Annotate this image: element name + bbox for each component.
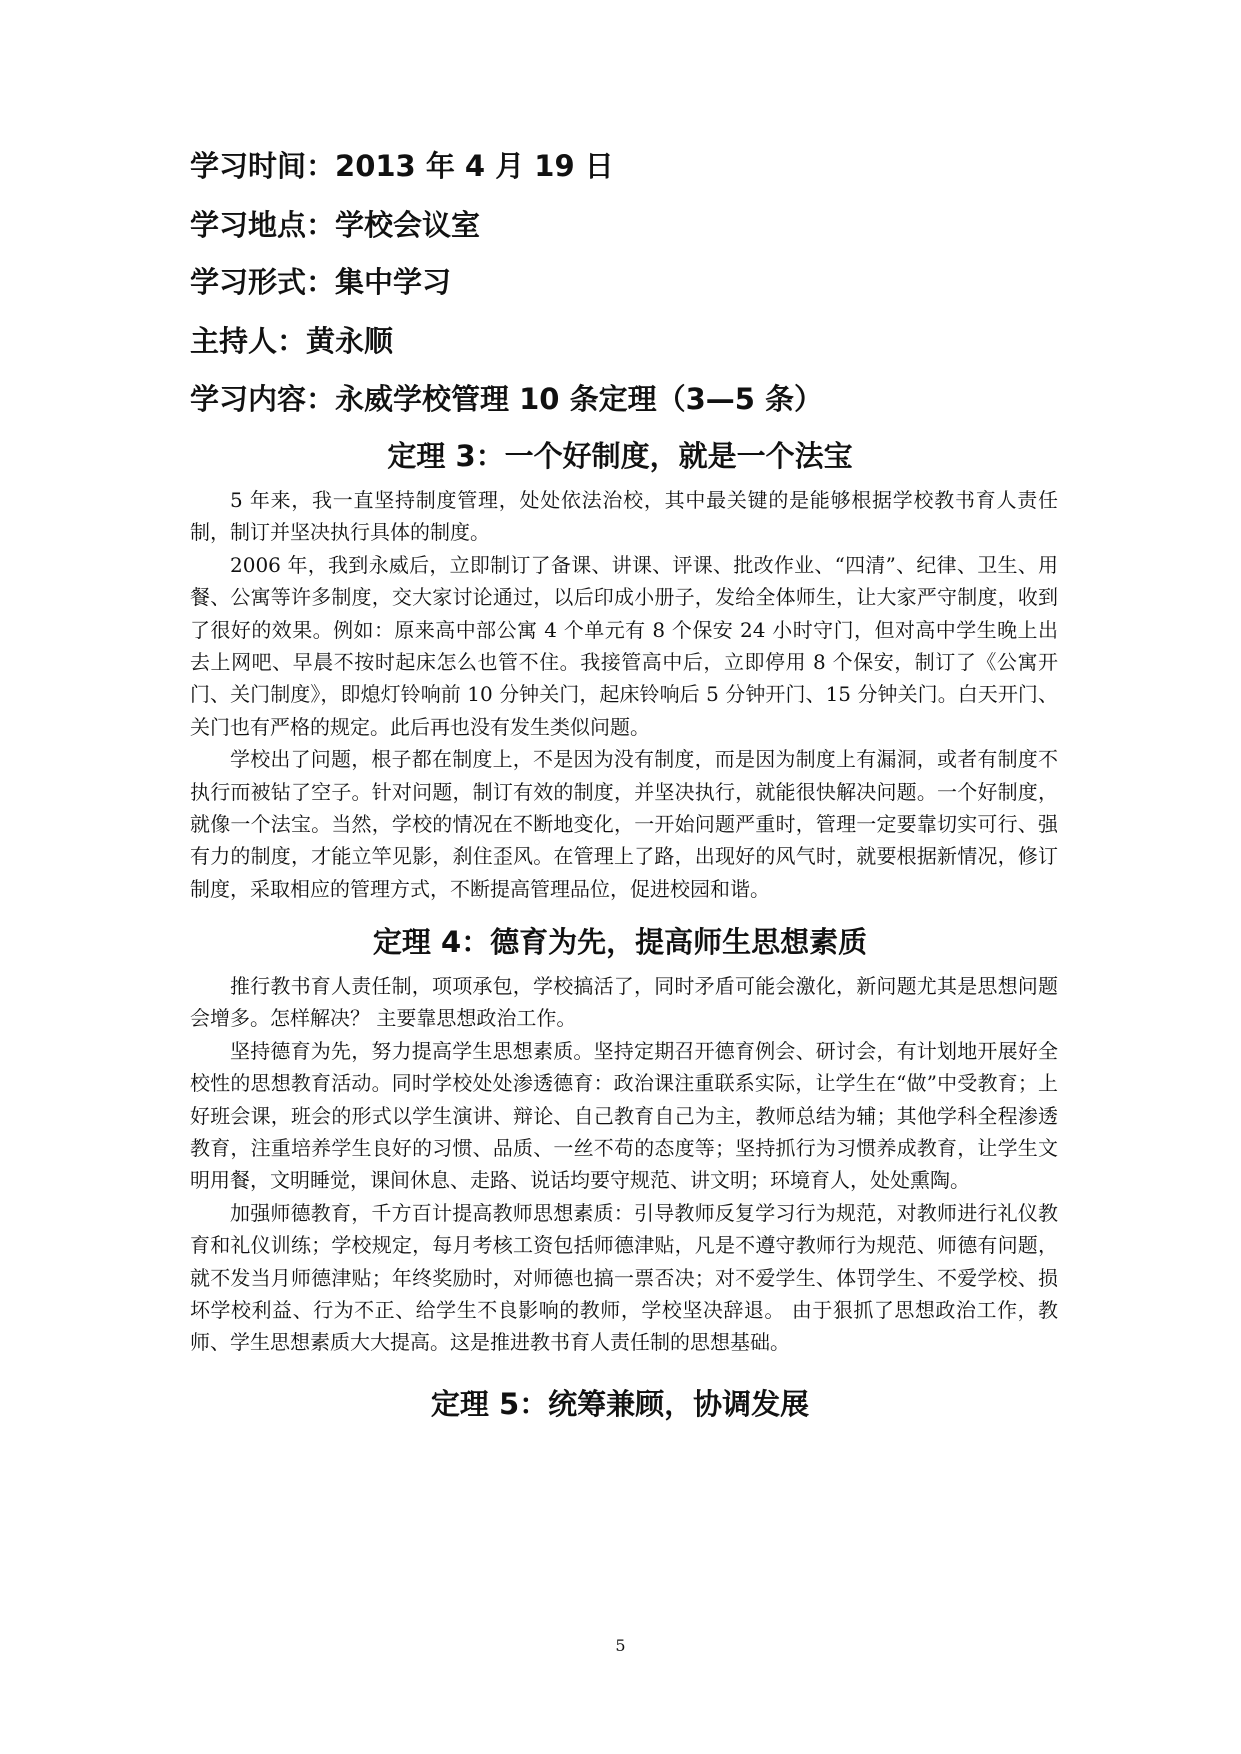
study-form-value: 集中学习 xyxy=(335,265,452,299)
theorem-5-heading: 定理 5：统筹兼顾，协调发展 xyxy=(430,1387,810,1421)
paragraph: 加强师德教育，千方百计提高教师思想素质：引导教师反复学习行为规范，对教师进行礼仪教育和礼仪训练；学校规定，每月考核工资包括师德津贴，凡是不遵守教师行为规范、师德有问题，就不发当月师德津贴；年终奖励时，对师德也搞一票否决；对不爱学生、体罚学生、不爱学校、损坏学校利益、行为不正、给学生不良影响的教师，学校坚决辞退。 由于狠抓了思想政治工作，教师、学生思想素质大大提高。这是推进教书育人责任制的思想基础。 xyxy=(190,1200,1058,1355)
page-number: 5 xyxy=(615,1636,626,1655)
paragraph: 坚持德育为先，努力提高学生思想素质。坚持定期召开德育例会、研讨会，有计划地开展好全校性的思想教育活动。同时学校处处渗透德育：政治课注重联系实际，让学生在“做”中受教育；上好班会课，班会的形式以学生演讲、辩论、自己教育自己为主，教师总结为辅；其他学科全程渗透教育，注重培养学生良好的习惯、品质、一丝不苟的态度等；坚持抓行为习惯养成教育，让学生文明用餐，文明睡觉，课间休息、走路、说话均要守规范、讲文明；环境育人，处处熏陶。 xyxy=(190,1038,1058,1193)
host-value: 黄永顺 xyxy=(306,324,394,358)
study-content-value: 永威学校管理 10 条定理（3—5 条） xyxy=(335,382,824,416)
theorem-4-body xyxy=(190,970,1058,1359)
study-place-label: 学习地点： xyxy=(190,208,336,242)
study-place-line xyxy=(190,205,1090,245)
host-label: 主持人： xyxy=(190,324,307,358)
paragraph: 学校出了问题，根子都在制度上，不是因为没有制度，而是因为制度上有漏洞，或者有制度不执行而被钻了空子。针对问题，制订有效的制度，并坚决执行，就能很快解决问题。一个好制度，就像一个法宝。当然，学校的情况在不断地变化，一开始问题严重时，管理一定要靠切实可行、强有力的制度，才能立竿见影，刹住歪风。在管理上了路，出现好的风气时，就要根据新情况，修订制度，采取相应的管理方式，不断提高管理品位，促进校园和谐。 xyxy=(190,747,1058,901)
study-content-label: 学习内容： xyxy=(190,382,336,416)
study-form-line xyxy=(190,262,1090,302)
theorem-4-heading: 定理 4：德育为先，提高师生思想素质 xyxy=(372,925,868,959)
study-place-value: 学校会议室 xyxy=(335,208,481,242)
study-content-line xyxy=(190,379,1090,419)
study-time-label: 学习时间： xyxy=(190,149,336,183)
theorem-3-heading: 定理 3：一个好制度，就是一个法宝 xyxy=(387,439,853,473)
theorem-3-body xyxy=(190,484,1058,905)
study-time-line xyxy=(190,146,1090,186)
paragraph: 5 年来，我一直坚持制度管理，处处依法治校，其中最关键的是能够根据学校教书育人责任制，制订并坚决执行具体的制度。 xyxy=(190,488,1058,545)
host-line xyxy=(190,321,1090,361)
paragraph: 2006 年，我到永威后，立即制订了备课、讲课、评课、批改作业、“四清”、纪律、卫生、用餐、公寓等许多制度，交大家讨论通过，以后印成小册子，发给全体师生，让大家严守制度，收到了很好的效果。例如：原来高中部公寓 4 个单元有 8 个保安 24 小时守门，但对高中学生晚上出去上网吧、早晨不按时起床怎么也管不住。我接管高中后，立即停用 8 个保安，制订了《公寓开门、关门制度》，即熄灯铃响前 10 分钟关门，起床铃响后 5 分钟开门、15 分钟关门。白天开门、关门也有严格的规定。此后再也没有发生类似问题。 xyxy=(190,552,1058,739)
study-time-value: 2013 年 4 月 19 日 xyxy=(335,149,614,183)
study-form-label: 学习形式： xyxy=(190,265,336,299)
paragraph: 推行教书育人责任制，项项承包，学校搞活了，同时矛盾可能会激化，新问题尤其是思想问题会增多。怎样解决？ 主要靠思想政治工作。 xyxy=(190,974,1058,1031)
